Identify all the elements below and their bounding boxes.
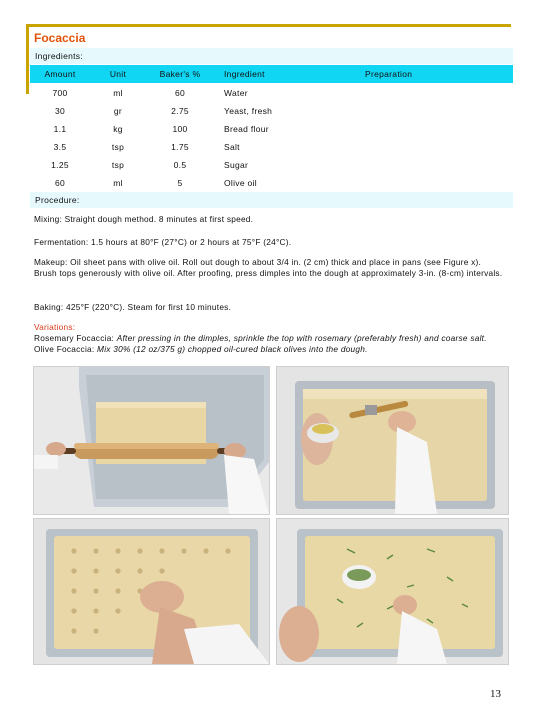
cell-unit: tsp xyxy=(111,142,125,152)
header-bakers-percent: Baker's % xyxy=(159,69,201,79)
cell-amount: 700 xyxy=(52,88,68,98)
photo-sprinkling-rosemary xyxy=(276,518,509,665)
cell-bakers-percent: 1.75 xyxy=(171,142,189,152)
cell-amount: 1.25 xyxy=(51,160,69,170)
photo-pressing-dimples xyxy=(33,518,270,665)
variation-olive-name: Olive Focaccia: xyxy=(34,344,95,354)
cell-ingredient: Sugar xyxy=(224,160,249,170)
cell-amount: 3.5 xyxy=(53,142,67,152)
table-row xyxy=(30,102,513,120)
ingredients-label: Ingredients: xyxy=(30,48,513,64)
procedure-fermentation: Fermentation: 1.5 hours at 80°F (27°C) or 2 hours at 75°F (24°C). xyxy=(34,237,292,247)
variation-rosemary-text: After pressing in the dimples, sprinkle the top with rosemary (preferably fresh) and coarse salt. xyxy=(116,333,487,343)
variations-label: Variations: xyxy=(34,322,76,332)
rolling-dough-illustration xyxy=(34,367,269,514)
procedure-makeup: Makeup: Oil sheet pans with olive oil. Roll out dough to about 3/4 in. (2 cm) thick and place in pans (see Figure x). Brush tops generously with olive oil. After proofing, press dimples into the dough at approximately 3-in. (8-cm) intervals. xyxy=(34,257,503,278)
header-rule xyxy=(26,24,511,27)
cell-amount: 1.1 xyxy=(53,124,67,134)
variation-rosemary xyxy=(34,333,504,344)
cell-ingredient: Bread flour xyxy=(224,124,269,134)
table-row xyxy=(30,138,513,156)
cell-unit: tsp xyxy=(111,160,125,170)
variation-rosemary-name: Rosemary Focaccia: xyxy=(34,333,115,343)
cell-bakers-percent: 60 xyxy=(174,88,186,98)
cell-ingredient: Yeast, fresh xyxy=(224,106,273,116)
cell-bakers-percent: 2.75 xyxy=(171,106,189,116)
cell-ingredient: Water xyxy=(224,88,248,98)
header-unit: Unit xyxy=(109,69,127,79)
brushing-oil-illustration xyxy=(277,367,508,514)
cell-bakers-percent: 0.5 xyxy=(173,160,187,170)
variation-olive xyxy=(34,344,504,355)
table-header xyxy=(30,65,513,83)
cell-unit: ml xyxy=(113,178,123,188)
cell-bakers-percent: 5 xyxy=(177,178,183,188)
table-row xyxy=(30,84,513,102)
photo-brushing-oil xyxy=(276,366,509,515)
cell-bakers-percent: 100 xyxy=(172,124,188,134)
header-side-rule xyxy=(26,24,29,94)
page-number: 13 xyxy=(490,688,501,700)
page-title: Focaccia xyxy=(34,31,86,45)
sprinkling-rosemary-illustration xyxy=(277,519,508,664)
procedure-mixing: Mixing: Straight dough method. 8 minutes at first speed. xyxy=(34,214,254,224)
table-row xyxy=(30,174,513,192)
pressing-dimples-illustration xyxy=(34,519,269,664)
header-amount: Amount xyxy=(44,69,76,79)
table-row xyxy=(30,156,513,174)
cell-unit: kg xyxy=(113,124,123,134)
cell-amount: 30 xyxy=(54,106,66,116)
cell-unit: gr xyxy=(113,106,123,116)
table-row xyxy=(30,120,513,138)
procedure-baking: Baking: 425°F (220°C). Steam for first 10 minutes. xyxy=(34,302,232,312)
cell-unit: ml xyxy=(113,88,123,98)
header-ingredient: Ingredient xyxy=(224,69,265,79)
header-preparation: Preparation xyxy=(365,69,413,79)
cell-ingredient: Olive oil xyxy=(224,178,257,188)
cell-amount: 60 xyxy=(54,178,66,188)
variation-olive-text: Mix 30% (12 oz/375 g) chopped oil-cured black olives into the dough. xyxy=(97,344,368,354)
cell-ingredient: Salt xyxy=(224,142,240,152)
photo-rolling-dough xyxy=(33,366,270,515)
procedure-label: Procedure: xyxy=(30,192,513,208)
